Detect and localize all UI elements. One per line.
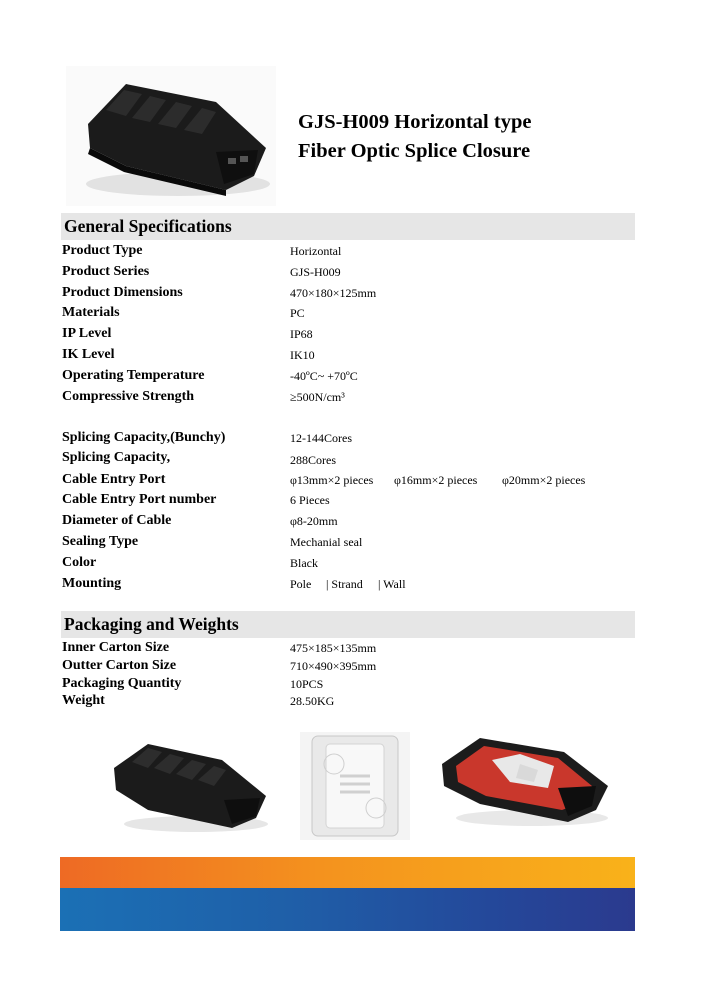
spec-label: Compressive Strength (62, 389, 195, 404)
spec-row (62, 305, 642, 325)
footer-banner-blue (60, 888, 635, 931)
spec-value: 710×490×395mm (290, 659, 377, 673)
spec-label: Product Type (62, 243, 143, 258)
product-image-exterior (104, 738, 274, 838)
spec-label: Inner Carton Size (62, 640, 170, 655)
spec-label: Splicing Capacity, (62, 450, 171, 465)
spec-row (62, 430, 642, 450)
spec-label: Operating Temperature (62, 368, 205, 383)
spec-row (62, 576, 642, 596)
spec-row (62, 693, 642, 713)
spec-value: Horizontal (290, 244, 342, 258)
spec-label: Cable Entry Port (62, 472, 166, 487)
section-title: General Specifications (64, 216, 232, 236)
spec-value: | Strand (326, 577, 363, 591)
spec-label: Outter Carton Size (62, 658, 177, 673)
spec-value: φ13mm×2 pieces (290, 473, 374, 487)
spec-value: PC (290, 306, 305, 320)
spec-row (62, 347, 642, 367)
spec-row (62, 450, 642, 470)
spec-label: Sealing Type (62, 534, 139, 549)
spec-value: φ16mm×2 pieces (394, 473, 478, 487)
spec-value: 288Cores (290, 453, 336, 467)
page-title (298, 108, 531, 166)
spec-row (62, 640, 642, 660)
footer-banner-orange (60, 857, 635, 888)
spec-value: 12-144Cores (290, 431, 352, 445)
spec-label: Product Dimensions (62, 285, 183, 300)
spec-value: Pole (290, 577, 312, 591)
title-line-1: GJS-H009 Horizontal type (298, 111, 532, 133)
spec-label: Product Series (62, 264, 150, 279)
spec-row (62, 285, 642, 305)
product-image-tray (300, 732, 410, 840)
spec-value: ≥500N/cm³ (290, 390, 345, 404)
spec-row (62, 472, 642, 492)
spec-value: Black (290, 556, 318, 570)
spec-value: GJS-H009 (290, 265, 341, 279)
spec-row (62, 534, 642, 554)
spec-row (62, 492, 642, 512)
spec-value: 6 Pieces (290, 493, 330, 507)
spec-value: Mechanial seal (290, 535, 363, 549)
product-image-interior (436, 730, 612, 830)
spec-value: 28.50KG (290, 694, 335, 708)
spec-row (62, 555, 642, 575)
spec-value: -40ºC~ +70ºC (290, 369, 358, 383)
spec-value: IP68 (290, 327, 313, 341)
section-header-packaging (61, 611, 635, 638)
spec-label: Cable Entry Port number (62, 492, 217, 507)
spec-label: Mounting (62, 576, 122, 591)
spec-row (62, 658, 642, 678)
spec-row (62, 513, 642, 533)
spec-label: IK Level (62, 347, 115, 362)
spec-label: Packaging Quantity (62, 676, 182, 691)
spec-value: φ20mm×2 pieces (502, 473, 586, 487)
section-header-general (61, 213, 635, 240)
section-title: Packaging and Weights (64, 614, 239, 634)
spec-row (62, 389, 642, 409)
spec-value: | Wall (378, 577, 406, 591)
spec-row (62, 243, 642, 263)
spec-row (62, 326, 642, 346)
spec-value: 470×180×125mm (290, 286, 377, 300)
spec-label: Color (62, 555, 97, 570)
title-line-2: Fiber Optic Splice Closure (298, 140, 531, 162)
spec-value: 10PCS (290, 677, 324, 691)
spec-value: 475×185×135mm (290, 641, 377, 655)
spec-value: φ8-20mm (290, 514, 338, 528)
product-image-main (66, 66, 276, 206)
spec-label: IP Level (62, 326, 112, 341)
spec-row (62, 368, 642, 388)
spec-row (62, 264, 642, 284)
spec-label: Diameter of Cable (62, 513, 172, 528)
spec-label: Weight (62, 693, 105, 708)
spec-value: IK10 (290, 348, 315, 362)
spec-label: Materials (62, 305, 120, 320)
spec-label: Splicing Capacity,(Bunchy) (62, 430, 226, 445)
